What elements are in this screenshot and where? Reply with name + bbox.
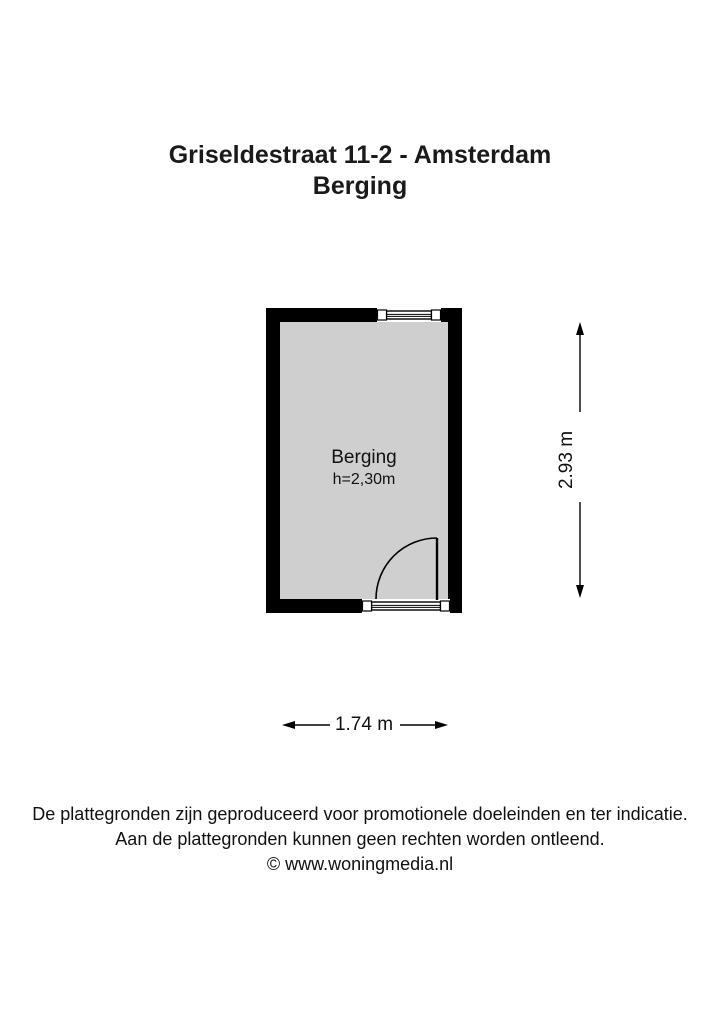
door-threshold [362,599,450,613]
arrow-right-icon [435,721,448,729]
room-label [331,446,397,490]
arrow-left-icon [282,721,295,729]
disclaimer-line-2: Aan de plattegronden kunnen geen rechten worden ontleend. [115,829,605,849]
horizontal-dimension-label: 1.74 m [334,714,394,735]
page-title [0,140,720,202]
title-subtitle: Berging [312,172,408,200]
threshold-end-cap [363,601,372,611]
disclaimer-line-1: De plattegronden zijn geproduceerd voor promotionele doeleinden en ter indicatie. [32,804,688,824]
room-ceiling-height: h=2,30m [332,471,396,488]
threshold-end-cap [441,601,450,611]
top-window-end-cap [432,310,441,320]
title-address: Griseldestraat 11-2 - Amsterdam [168,141,552,169]
top-window [377,308,441,322]
arrow-down-icon [576,585,584,598]
top-window-end-cap [378,310,387,320]
arrow-up-icon [576,322,584,335]
copyright-line: © www.woningmedia.nl [266,854,454,874]
room-name: Berging [331,447,397,468]
threshold-frame [372,602,441,610]
footer-disclaimer [0,802,720,877]
vertical-dimension-label: 2.93 m [556,430,577,490]
top-window-frame [387,311,432,319]
